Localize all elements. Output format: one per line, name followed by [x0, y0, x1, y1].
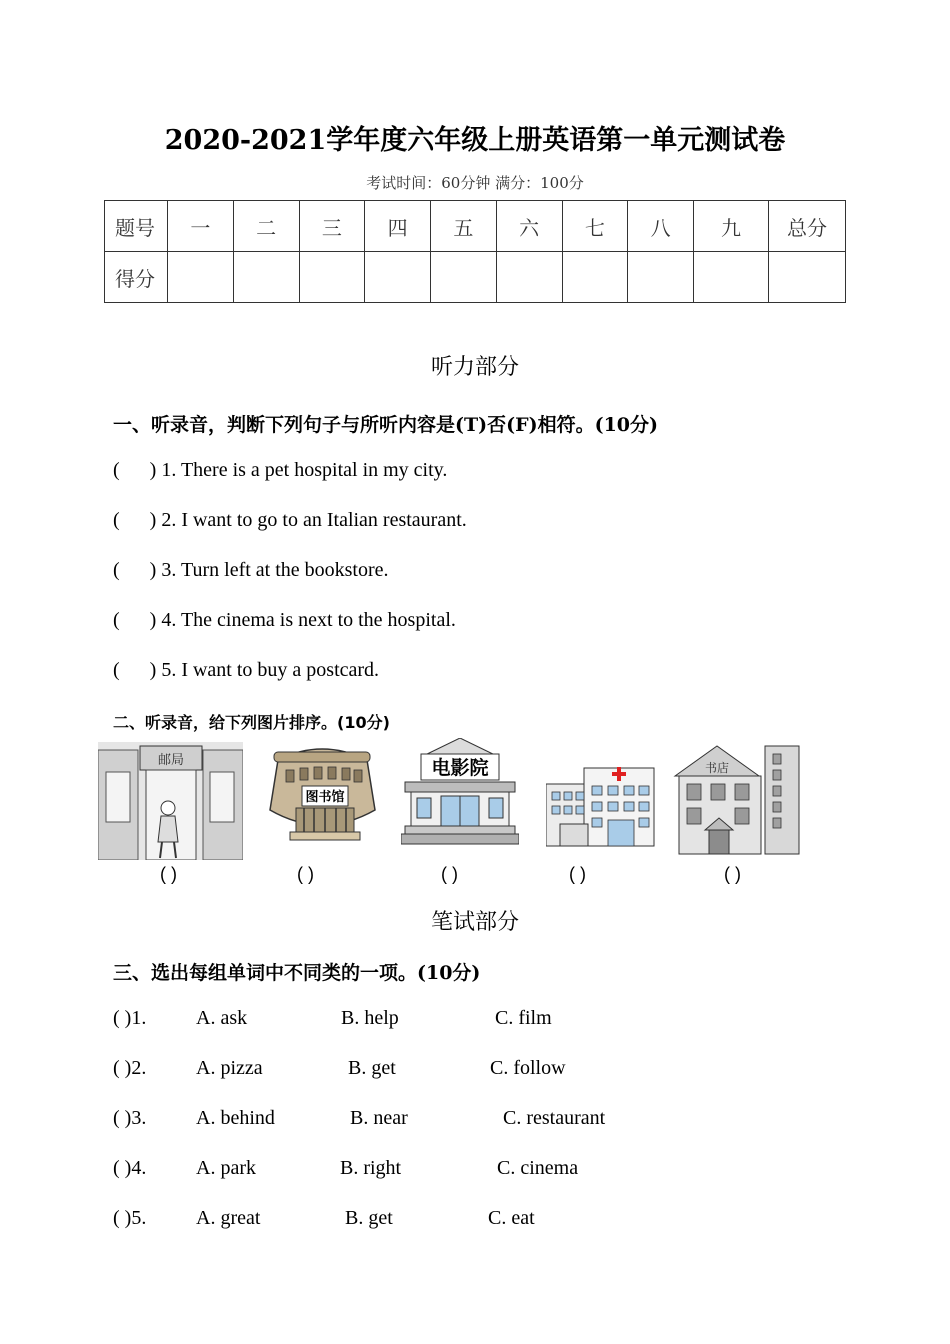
- post-office-picture: [98, 742, 243, 860]
- option-b[interactable]: B. right: [340, 1157, 402, 1179]
- score-cell[interactable]: [168, 252, 234, 303]
- score-cell[interactable]: [628, 252, 694, 303]
- part3-item-number: ( )1.: [113, 1007, 147, 1029]
- score-header-cell: 题号: [105, 201, 168, 252]
- picture-order-blank[interactable]: ( ): [297, 864, 314, 884]
- part1-item: ( ) 3. Turn left at the bookstore.: [113, 559, 389, 581]
- bookstore-picture: [673, 744, 803, 856]
- picture-order-blank[interactable]: ( ): [569, 864, 586, 884]
- option-b[interactable]: B. near: [350, 1107, 408, 1129]
- written-section-title: 笔试部分: [430, 910, 519, 935]
- score-header-cell: 二: [233, 201, 299, 252]
- score-cell[interactable]: [431, 252, 497, 303]
- score-header-cell: 四: [365, 201, 431, 252]
- part2-heading: 二、听录音，给下列图片排序。(10分): [113, 713, 390, 732]
- library-sign: 图书馆: [305, 790, 345, 805]
- post-office-sign: 邮局: [157, 753, 185, 768]
- score-row-label: 得分: [105, 252, 168, 303]
- bookstore-sign: 书店: [704, 761, 730, 775]
- part3-item-number: ( )5.: [113, 1207, 147, 1229]
- option-a[interactable]: A. ask: [196, 1007, 248, 1029]
- option-c[interactable]: C. cinema: [497, 1157, 579, 1179]
- part1-heading: 一、听录音，判断下列句子与所听内容是(T)否(F)相符。(10分): [113, 414, 659, 436]
- score-cell[interactable]: [694, 252, 769, 303]
- exam-info: 考试时间：60分钟 满分：100分: [366, 174, 584, 192]
- library-picture: [260, 740, 385, 848]
- score-cell[interactable]: [496, 252, 562, 303]
- part1-item: ( ) 2. I want to go to an Italian restaurant.: [113, 509, 467, 531]
- score-header-cell: 六: [496, 201, 562, 252]
- option-b[interactable]: B. get: [348, 1057, 396, 1079]
- page-title: 2020-2021学年度六年级上册英语第一单元测试卷: [164, 125, 786, 156]
- part1-item: ( ) 5. I want to buy a postcard.: [113, 659, 380, 681]
- score-cell[interactable]: [769, 252, 846, 303]
- score-header-cell: 九: [694, 201, 769, 252]
- listening-section-title: 听力部分: [430, 355, 519, 380]
- option-a[interactable]: A. behind: [196, 1107, 275, 1129]
- score-table-header-row: [105, 201, 846, 252]
- option-c[interactable]: C. restaurant: [503, 1107, 606, 1129]
- score-header-cell: 一: [168, 201, 234, 252]
- score-header-cell: 七: [562, 201, 628, 252]
- score-cell[interactable]: [299, 252, 365, 303]
- part3-heading: 三、选出每组单词中不同类的一项。(10分): [113, 962, 481, 984]
- option-a[interactable]: A. pizza: [196, 1057, 263, 1079]
- score-header-cell: 八: [628, 201, 694, 252]
- score-cell[interactable]: [233, 252, 299, 303]
- score-cell[interactable]: [365, 252, 431, 303]
- score-cell[interactable]: [562, 252, 628, 303]
- option-b[interactable]: B. help: [341, 1007, 399, 1029]
- option-b[interactable]: B. get: [345, 1207, 393, 1229]
- option-c[interactable]: C. follow: [490, 1057, 566, 1079]
- part1-item: ( ) 1. There is a pet hospital in my city.: [113, 459, 448, 481]
- cinema-sign: 电影院: [431, 757, 489, 779]
- hospital-picture: [546, 764, 656, 848]
- option-a[interactable]: A. great: [196, 1207, 261, 1229]
- cinema-picture: [401, 738, 519, 846]
- score-table-score-row: [105, 252, 846, 303]
- score-table: [104, 200, 846, 303]
- part3-item-number: ( )4.: [113, 1157, 147, 1179]
- part1-item: ( ) 4. The cinema is next to the hospital.: [113, 609, 456, 631]
- option-c[interactable]: C. film: [495, 1007, 552, 1029]
- score-header-cell: 五: [431, 201, 497, 252]
- picture-order-blank[interactable]: ( ): [160, 864, 177, 884]
- picture-order-blank[interactable]: ( ): [441, 864, 458, 884]
- part3-item-number: ( )2.: [113, 1057, 147, 1079]
- picture-order-blank[interactable]: ( ): [724, 864, 741, 884]
- score-header-cell: 三: [299, 201, 365, 252]
- score-header-cell: 总分: [769, 201, 846, 252]
- part3-item-number: ( )3.: [113, 1107, 147, 1129]
- option-c[interactable]: C. eat: [488, 1207, 535, 1229]
- option-a[interactable]: A. park: [196, 1157, 256, 1179]
